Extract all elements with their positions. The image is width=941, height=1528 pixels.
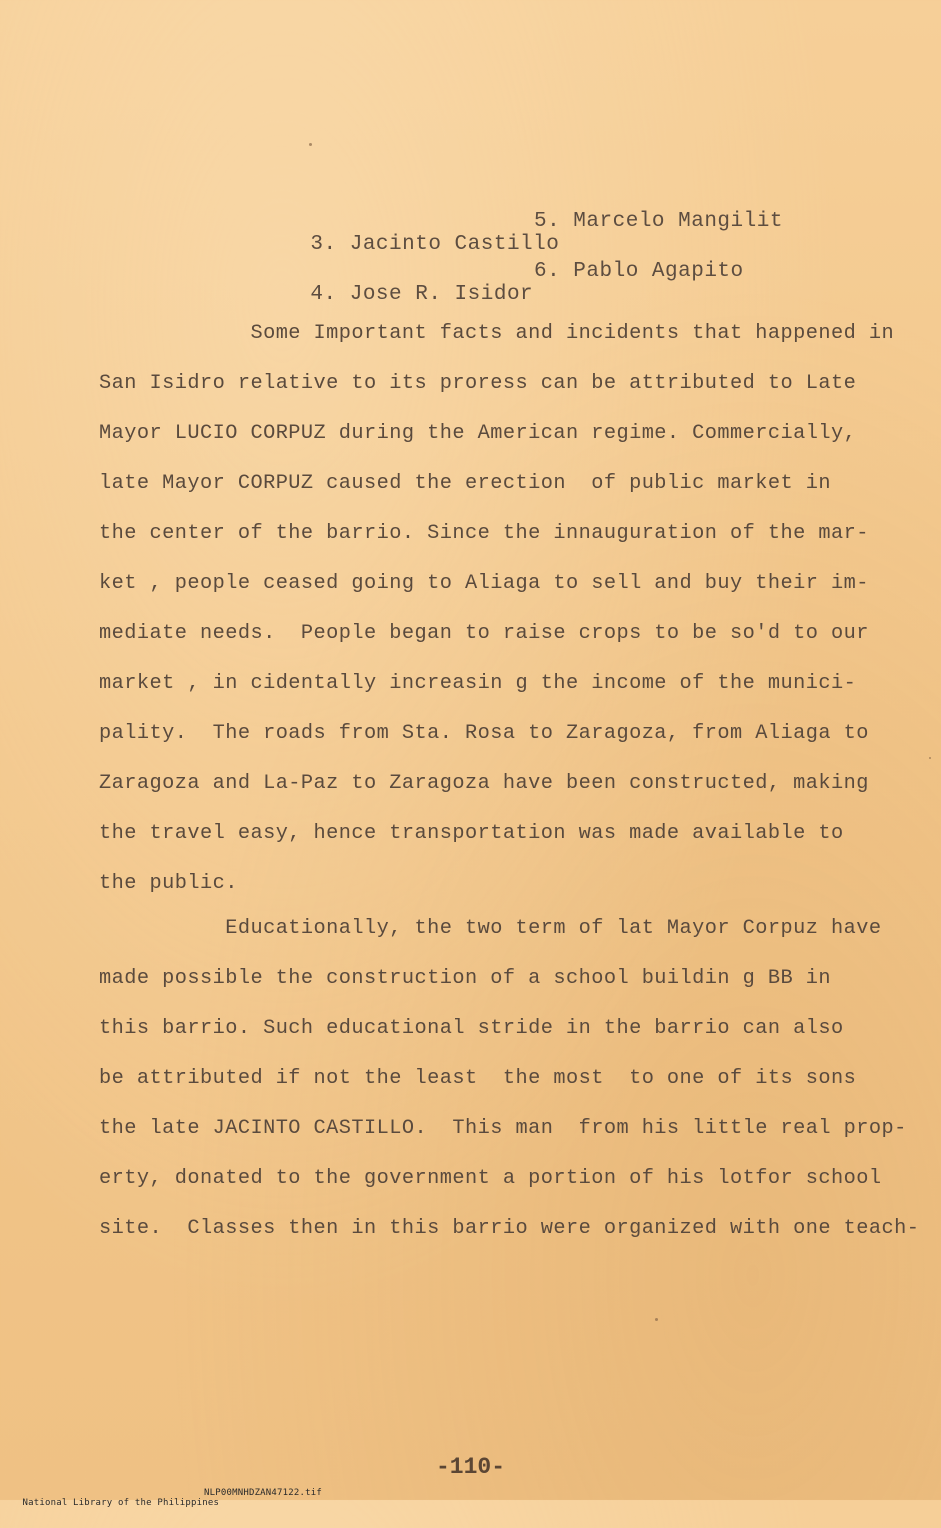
text-line: the center of the barrio. Since the innauguration of the mar- [99, 522, 869, 545]
library-label: National Library of the Philippines [22, 1498, 220, 1508]
text-line: mediate needs. People began to raise crops to be so'd to our [99, 622, 869, 645]
page-number: -110- [435, 1454, 505, 1480]
text-line: pality. The roads from Sta. Rosa to Zaragoza, from Aliaga to [99, 722, 869, 745]
text-line: Educationally, the two term of lat Mayor Corpuz have [99, 917, 882, 940]
name-item: 4. Jose R. Isidor [310, 283, 534, 306]
paragraph-corpuz-achievements [99, 309, 895, 909]
text-line: San Isidro relative to its proress can be attributed to Late [99, 372, 857, 395]
name-item: 3. Jacinto Castillo [310, 233, 560, 256]
text-line: Some Important facts and incidents that happened in [99, 322, 895, 345]
text-line: Zaragoza and La-Paz to Zaragoza have been constructed, making [99, 772, 869, 795]
paper-speck [929, 757, 931, 759]
text-line: Mayor LUCIO CORPUZ during the American regime. Commercially, [99, 422, 857, 445]
name-item: 5. Marcelo Mangilit [534, 210, 783, 233]
text-line: site. Classes then in this barrio were organized with one teach- [99, 1217, 920, 1240]
name-item: 6. Pablo Agapito [534, 260, 744, 283]
paper-speck [655, 1318, 658, 1321]
text-line: market , in cidentally increasin g the income of the munici- [99, 672, 857, 695]
paper-speck [309, 143, 312, 146]
text-line: the travel easy, hence transportation was made available to [99, 822, 844, 845]
text-line: erty, donated to the government a portion of his lotfor school [99, 1167, 882, 1190]
filename-label: NLP00MNHDZAN47122.tif [204, 1488, 322, 1498]
text-line: the late JACINTO CASTILLO. This man from his little real prop- [99, 1117, 907, 1140]
text-line: late Mayor CORPUZ caused the erection of public market in [99, 472, 832, 495]
scan-footer [0, 1488, 322, 1528]
paragraph-education [99, 904, 920, 1254]
text-line: the public. [99, 872, 238, 895]
text-line: be attributed if not the least the most to one of its sons [99, 1067, 857, 1090]
text-line: ket , people ceased going to Aliaga to sell and buy their im- [99, 572, 869, 595]
text-line: this barrio. Such educational stride in the barrio can also [99, 1017, 844, 1040]
text-line: made possible the construction of a school buildin g BB in [99, 967, 832, 990]
